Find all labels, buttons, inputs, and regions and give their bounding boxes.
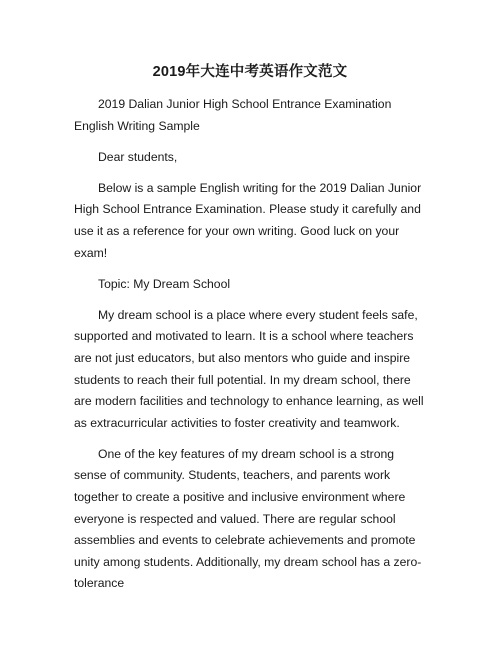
paragraph-greeting: Dear students, — [98, 149, 178, 164]
paragraph-subtitle: 2019 Dalian Junior High School Entrance Examination English Writing Sample — [74, 97, 392, 133]
document-title: 2019年大连中考英语作文范文 — [152, 64, 348, 80]
paragraph-body-2: One of the key features of my dream school is a strong sense of community. Students, teachers, and parents work together to create a positive and inclusive environment where everyone is respected and valued. There are regular school assemblies and events to celebrate achievements and promote unity among students. Additionally, my dream school has a zero-tolerance — [74, 446, 422, 591]
paragraph-topic: Topic: My Dream School — [98, 276, 231, 291]
paragraph-body-1: My dream school is a place where every student feels safe, supported and motivated to learn. It is a school where teachers are not just educators, but also mentors who guide and inspire students to reach their full potential. In my dream school, there are modern facilities and technology to enhance learning, as well as extracurricular activities to foster creativity and teamwork. — [74, 307, 424, 430]
paragraph-intro: Below is a sample English writing for the 2019 Dalian Junior High School Entrance Examination. Please study it carefully and use it as a reference for your own writing. Good luck on your exam! — [74, 180, 422, 260]
